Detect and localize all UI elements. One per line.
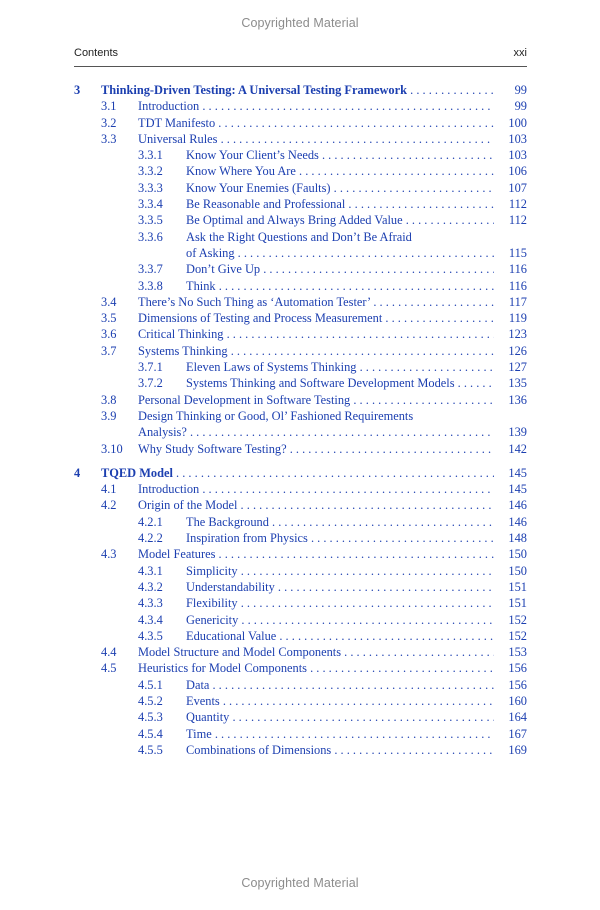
- entry-title[interactable]: Be Optimal and Always Bring Added Value . . .: [186, 212, 494, 228]
- entry-title-continuation[interactable]: Analysis? . . .: [138, 424, 494, 440]
- header-rule: [74, 66, 527, 67]
- entry-page: 127: [508, 360, 527, 375]
- toc-entry[interactable]: [74, 392, 527, 408]
- entry-page: 153: [508, 645, 527, 660]
- toc-chapter[interactable]: [74, 465, 527, 481]
- chapter-page: 99: [514, 83, 527, 97]
- chapter-title[interactable]: Thinking-Driven Testing: A Universal Testing Framework . . .: [101, 82, 494, 98]
- entry-number: 3.3.5: [138, 213, 163, 228]
- entry-title[interactable]: Personal Development in Software Testing . . .: [138, 392, 494, 408]
- entry-page: 136: [508, 392, 527, 407]
- toc-entry-continuation[interactable]: [74, 245, 527, 261]
- entry-number: 4.3: [101, 547, 117, 562]
- entry-page: 160: [508, 693, 527, 708]
- toc-entry[interactable]: [74, 563, 527, 579]
- entry-number: 4.3.4: [138, 612, 163, 627]
- entry-title[interactable]: Critical Thinking . . .: [138, 326, 494, 342]
- toc-entry[interactable]: [74, 180, 527, 196]
- entry-title[interactable]: Don’t Give Up . . .: [186, 261, 494, 277]
- entry-title[interactable]: Inspiration from Physics . . .: [186, 530, 494, 546]
- entry-number: 4.3.2: [138, 579, 163, 594]
- toc-entry[interactable]: [74, 375, 527, 391]
- toc-chapter[interactable]: [74, 82, 527, 98]
- entry-title[interactable]: Know Your Client’s Needs . . .: [186, 147, 494, 163]
- entry-title[interactable]: Universal Rules . . .: [138, 131, 494, 147]
- entry-number: 3.5: [101, 311, 117, 326]
- running-head: [74, 47, 527, 63]
- entry-number: 3.3.6: [138, 229, 163, 244]
- entry-number: 3.7.2: [138, 376, 163, 391]
- toc-entry[interactable]: [74, 726, 527, 742]
- entry-title[interactable]: Dimensions of Testing and Process Measurement . . .: [138, 310, 494, 326]
- entry-title[interactable]: Genericity . . .: [186, 612, 494, 628]
- chapter-number: 4: [74, 465, 81, 480]
- entry-page: 116: [508, 278, 527, 293]
- entry-page: 152: [508, 628, 527, 643]
- entry-number: 4.2.2: [138, 531, 163, 546]
- toc-entry[interactable]: [74, 644, 527, 660]
- entry-page: 151: [508, 579, 527, 594]
- entry-title[interactable]: Heuristics for Model Components . . .: [138, 660, 494, 676]
- entry-page: 156: [508, 661, 527, 676]
- entry-title[interactable]: Events . . .: [186, 693, 494, 709]
- toc-entry[interactable]: [74, 441, 527, 457]
- watermark-top: Copyrighted Material: [241, 16, 359, 30]
- entry-title[interactable]: Combinations of Dimensions . . .: [186, 742, 494, 758]
- toc-entry[interactable]: [74, 595, 527, 611]
- entry-number: 3.2: [101, 115, 117, 130]
- entry-number: 4.3.1: [138, 563, 163, 578]
- entry-number: 3.6: [101, 327, 117, 342]
- entry-page: 106: [508, 164, 527, 179]
- entry-page: 119: [508, 311, 527, 326]
- entry-page: 112: [508, 197, 527, 212]
- entry-number: 4.5.5: [138, 742, 163, 757]
- entry-number: 4.3.3: [138, 596, 163, 611]
- entry-page: 99: [514, 99, 527, 114]
- entry-number: 3.9: [101, 408, 117, 423]
- toc-entry-continuation[interactable]: [74, 424, 527, 440]
- entry-page: 107: [508, 180, 527, 195]
- entry-number: 3.3.3: [138, 180, 163, 195]
- entry-page: 123: [508, 327, 527, 342]
- entry-page: 156: [508, 677, 527, 692]
- entry-page: 103: [508, 148, 527, 163]
- watermark-bottom: Copyrighted Material: [241, 876, 359, 890]
- entry-number: 3.4: [101, 294, 117, 309]
- entry-number: 4.2.1: [138, 514, 163, 529]
- entry-title[interactable]: Data . . .: [186, 677, 494, 693]
- entry-number: 3.3.1: [138, 148, 163, 163]
- toc-entry[interactable]: [74, 628, 527, 644]
- entry-page: 151: [508, 596, 527, 611]
- toc-entry[interactable]: [74, 709, 527, 725]
- entry-title[interactable]: Origin of the Model . . .: [138, 497, 494, 513]
- entry-number: 3.3.7: [138, 262, 163, 277]
- entry-title[interactable]: Why Study Software Testing? . . .: [138, 441, 494, 457]
- chapter-number: 3: [74, 83, 81, 97]
- entry-number: 3.3.8: [138, 278, 163, 293]
- toc-entry[interactable]: [74, 343, 527, 359]
- entry-page: 148: [508, 531, 527, 546]
- entry-number: 3.10: [101, 441, 123, 456]
- entry-title[interactable]: Introduction . . .: [138, 98, 494, 114]
- entry-title[interactable]: Time . . .: [186, 726, 494, 742]
- entry-number: 3.8: [101, 392, 117, 407]
- toc-entry[interactable]: [74, 660, 527, 676]
- entry-title[interactable]: Think . . .: [186, 278, 494, 294]
- toc-entry[interactable]: [74, 546, 527, 562]
- entry-number: 3.7: [101, 343, 117, 358]
- entry-number: 4.5.3: [138, 710, 163, 725]
- entry-title[interactable]: Eleven Laws of Systems Thinking . . .: [186, 359, 494, 375]
- entry-title[interactable]: Simplicity . . .: [186, 563, 494, 579]
- entry-number: 3.3.4: [138, 197, 163, 212]
- entry-title[interactable]: Model Features . . .: [138, 546, 494, 562]
- running-head-section: Contents: [74, 47, 119, 59]
- chapter-page: 145: [508, 465, 527, 480]
- entry-title[interactable]: Know Where You Are . . .: [186, 163, 494, 179]
- entry-page: 142: [508, 441, 527, 456]
- entry-title[interactable]: Know Your Enemies (Faults) . . .: [186, 180, 494, 196]
- entry-page: 150: [508, 563, 527, 578]
- entry-title[interactable]: Systems Thinking . . .: [138, 343, 494, 359]
- entry-number: 3.7.1: [138, 360, 163, 375]
- entry-page: 117: [508, 294, 527, 309]
- toc-entry[interactable]: [74, 229, 527, 245]
- toc-entry[interactable]: [74, 677, 527, 693]
- table-of-contents: [74, 82, 527, 758]
- entry-page: 112: [508, 213, 527, 228]
- entry-title[interactable]: Understandability . . .: [186, 579, 494, 595]
- entry-title[interactable]: Ask the Right Questions and Don’t Be Afraid: [186, 229, 412, 244]
- entry-page: 139: [508, 425, 527, 440]
- entry-page: 146: [508, 514, 527, 529]
- toc-entry[interactable]: [74, 131, 527, 147]
- entry-title[interactable]: Quantity . . .: [186, 709, 494, 725]
- toc-entry[interactable]: [74, 261, 527, 277]
- entry-page: 164: [508, 710, 527, 725]
- entry-title[interactable]: Educational Value . . .: [186, 628, 494, 644]
- entry-page: 116: [508, 262, 527, 277]
- entry-page: 103: [508, 131, 527, 146]
- entry-title[interactable]: The Background . . .: [186, 514, 494, 530]
- entry-title[interactable]: Be Reasonable and Professional . . .: [186, 196, 494, 212]
- entry-page: 145: [508, 482, 527, 497]
- entry-title[interactable]: Design Thinking or Good, Ol’ Fashioned Requirements: [138, 408, 414, 423]
- entry-number: 4.5.4: [138, 726, 163, 741]
- toc-entry[interactable]: [74, 294, 527, 310]
- entry-page: 169: [508, 742, 527, 757]
- entry-number: 4.2: [101, 498, 117, 513]
- toc-entry[interactable]: [74, 742, 527, 758]
- entry-page: 152: [508, 612, 527, 627]
- toc-entry[interactable]: [74, 693, 527, 709]
- chapter-title[interactable]: TQED Model . . .: [101, 465, 494, 481]
- entry-number: 3.1: [101, 99, 117, 114]
- entry-title[interactable]: Introduction . . .: [138, 481, 494, 497]
- entry-number: 4.1: [101, 482, 117, 497]
- entry-page: 146: [508, 498, 527, 513]
- entry-number: 4.5.2: [138, 693, 163, 708]
- toc-entry[interactable]: [74, 359, 527, 375]
- toc-entry[interactable]: [74, 481, 527, 497]
- entry-number: 4.5: [101, 661, 117, 676]
- entry-title-continuation[interactable]: of Asking . . .: [186, 245, 494, 261]
- toc-entry[interactable]: [74, 326, 527, 342]
- entry-page: 167: [508, 726, 527, 741]
- entry-number: 4.3.5: [138, 628, 163, 643]
- toc-entry[interactable]: [74, 212, 527, 228]
- entry-page: 135: [508, 376, 527, 391]
- entry-title[interactable]: Flexibility . . .: [186, 595, 494, 611]
- entry-title[interactable]: There’s No Such Thing as ‘Automation Tester’ . . .: [138, 294, 494, 310]
- entry-page: 115: [508, 245, 527, 260]
- entry-page: 100: [508, 115, 527, 130]
- page-number: xxi: [513, 47, 527, 59]
- toc-entry[interactable]: [74, 579, 527, 595]
- entry-page: 126: [508, 343, 527, 358]
- entry-number: 3.3.2: [138, 164, 163, 179]
- entry-number: 3.3: [101, 131, 117, 146]
- entry-number: 4.5.1: [138, 677, 163, 692]
- toc-entry[interactable]: [74, 408, 527, 424]
- toc-entry[interactable]: [74, 98, 527, 114]
- toc-entry[interactable]: [74, 278, 527, 294]
- entry-title[interactable]: Model Structure and Model Components . . .: [138, 644, 494, 660]
- toc-entry[interactable]: [74, 497, 527, 513]
- toc-entry[interactable]: [74, 310, 527, 326]
- toc-entry[interactable]: [74, 115, 527, 131]
- entry-number: 4.4: [101, 645, 117, 660]
- toc-entry[interactable]: [74, 163, 527, 179]
- entry-title[interactable]: TDT Manifesto . . .: [138, 115, 494, 131]
- toc-entry[interactable]: [74, 196, 527, 212]
- toc-entry[interactable]: [74, 530, 527, 546]
- toc-entry[interactable]: [74, 147, 527, 163]
- toc-entry[interactable]: [74, 612, 527, 628]
- toc-entry[interactable]: [74, 514, 527, 530]
- entry-title[interactable]: Systems Thinking and Software Development Models . . .: [186, 375, 494, 391]
- entry-page: 150: [508, 547, 527, 562]
